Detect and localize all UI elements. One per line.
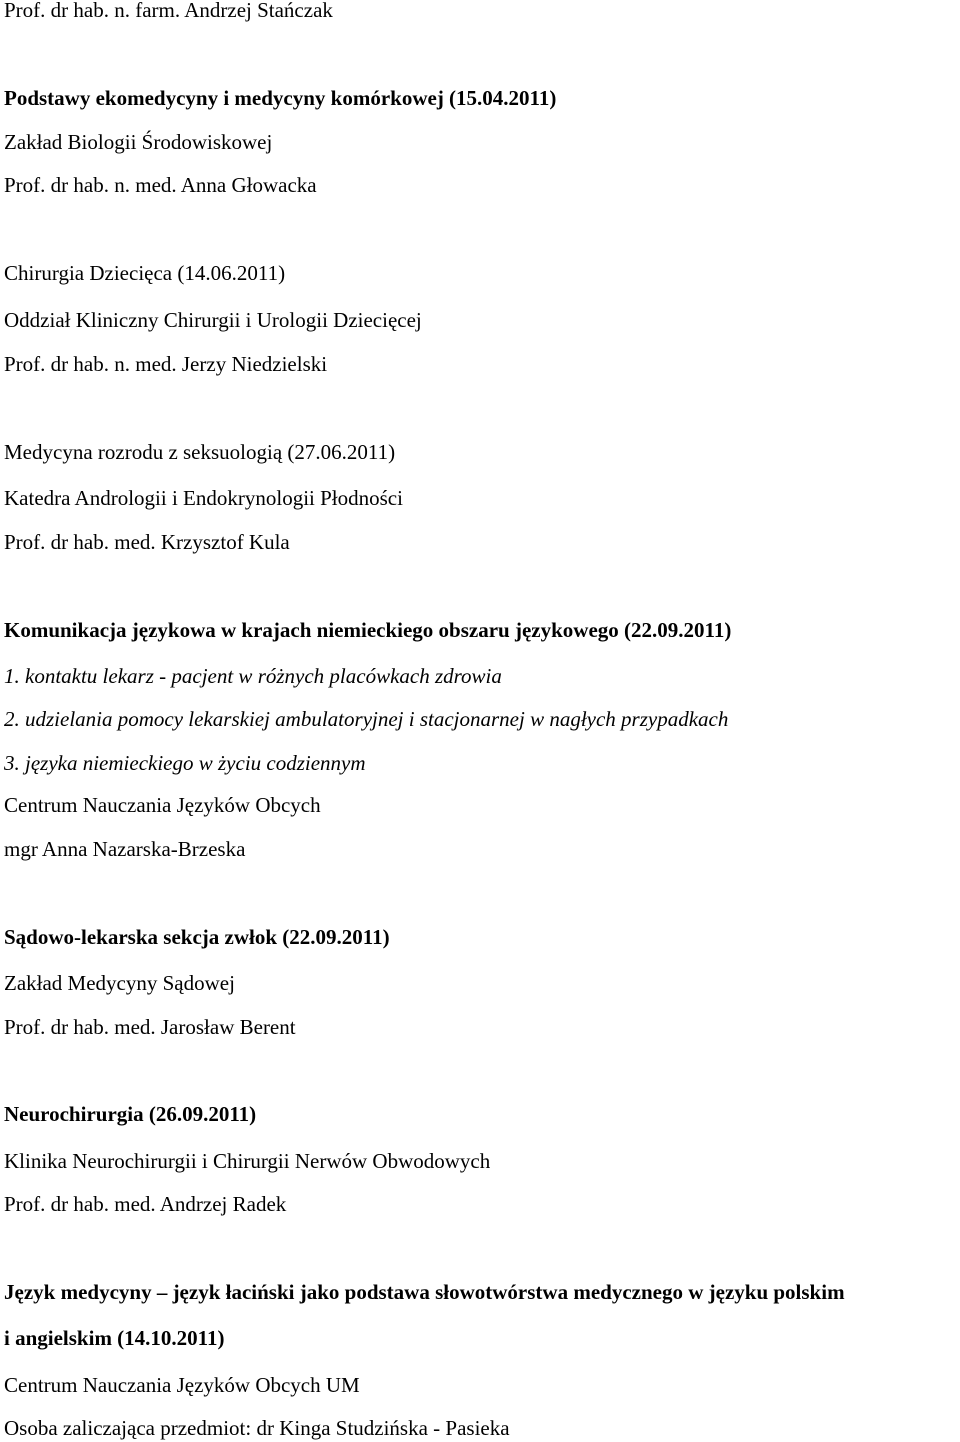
section-unit: Centrum Nauczania Języków Obcych <box>4 793 321 817</box>
section-person: Prof. dr hab. n. med. Anna Głowacka <box>4 173 317 197</box>
section-title-continuation: i angielskim (14.10.2011) <box>4 1326 225 1350</box>
list-item: 3. języka niemieckiego w życiu codziennym <box>4 751 366 775</box>
section-title: Podstawy ekomedycyny i medycyny komórkowej (15.04.2011) <box>4 86 557 110</box>
section-title: Sądowo-lekarska sekcja zwłok (22.09.2011) <box>4 925 390 949</box>
section-person: Prof. dr hab. med. Jarosław Berent <box>4 1015 296 1039</box>
section-title: Chirurgia Dziecięca (14.06.2011) <box>4 261 286 285</box>
section-title: Język medycyny – język łaciński jako podstawa słowotwórstwa medycznego w języku polskim <box>4 1280 845 1304</box>
section-title: Neurochirurgia (26.09.2011) <box>4 1102 257 1126</box>
section-unit: Centrum Nauczania Języków Obcych UM <box>4 1373 360 1397</box>
list-item: 1. kontaktu lekarz - pacjent w różnych placówkach zdrowia <box>4 664 502 688</box>
section-person: Prof. dr hab. med. Andrzej Radek <box>4 1192 287 1216</box>
section-unit: Oddział Kliniczny Chirurgii i Urologii Dziecięcej <box>4 308 422 332</box>
section-title: Medycyna rozrodu z seksuologią (27.06.2011) <box>4 440 396 464</box>
section-unit: Zakład Medycyny Sądowej <box>4 971 235 995</box>
intro-line: Prof. dr hab. n. farm. Andrzej Stańczak <box>4 0 333 22</box>
section-title: Komunikacja językowa w krajach niemieckiego obszaru językowego (22.09.2011) <box>4 618 732 642</box>
section-unit: Zakład Biologii Środowiskowej <box>4 130 273 154</box>
list-item: 2. udzielania pomocy lekarskiej ambulatoryjnej i stacjonarnej w nagłych przypadkach <box>4 707 729 731</box>
section-person: Prof. dr hab. n. med. Jerzy Niedzielski <box>4 352 328 376</box>
section-unit: Katedra Andrologii i Endokrynologii Płodności <box>4 486 403 510</box>
section-person: mgr Anna Nazarska-Brzeska <box>4 837 246 861</box>
section-unit: Klinika Neurochirurgii i Chirurgii Nerwów Obwodowych <box>4 1149 491 1173</box>
section-person: Prof. dr hab. med. Krzysztof Kula <box>4 530 290 554</box>
section-person: Osoba zaliczająca przedmiot: dr Kinga Studzińska - Pasieka <box>4 1416 510 1440</box>
